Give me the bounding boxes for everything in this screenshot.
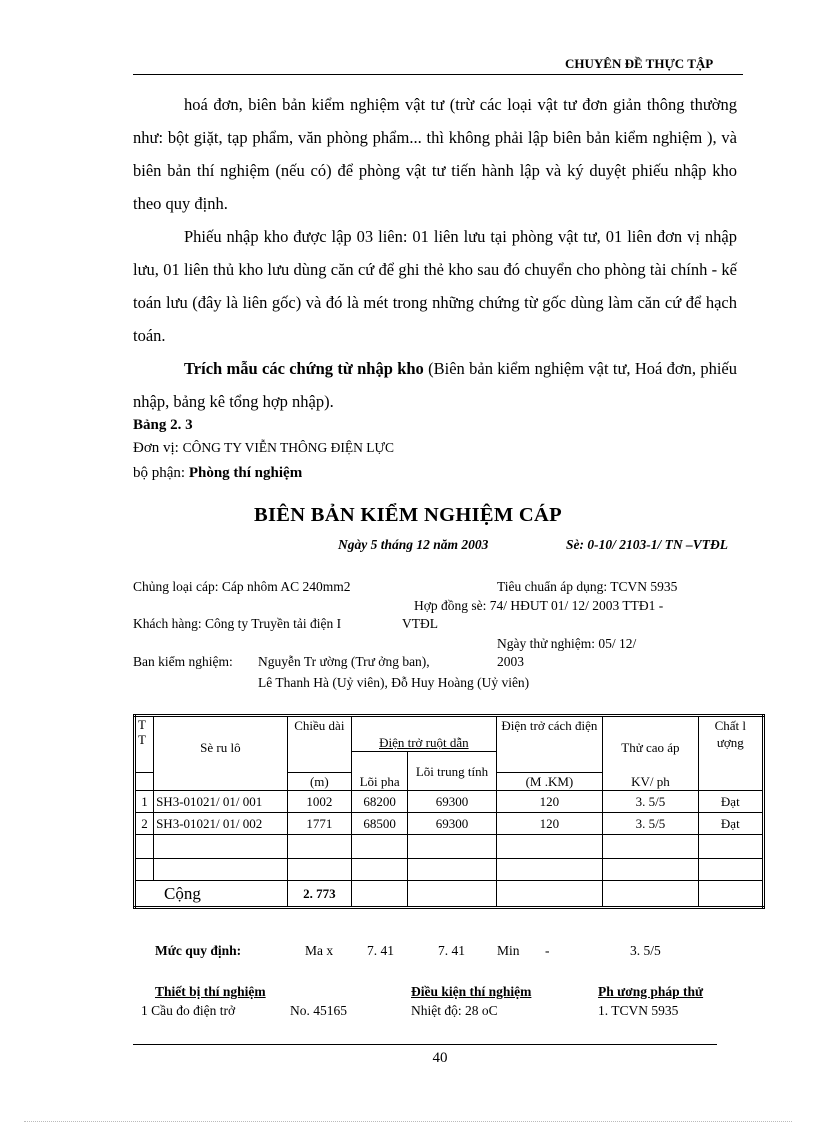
total-row xyxy=(135,881,764,908)
cable-type: Chủng loại cáp: Cáp nhôm AC 240mm2 xyxy=(133,579,351,594)
section-header: CHUYÊN ĐỀ THỰC TẬP xyxy=(565,56,714,71)
equipment-item: 1 Cầu đo điện trở xyxy=(141,1003,236,1018)
header-rule xyxy=(133,74,743,75)
header-resistance xyxy=(352,716,497,752)
paragraph-2 xyxy=(133,220,737,352)
paragraph-1 xyxy=(133,88,737,220)
regulation-max-phase: 7. 41 xyxy=(367,943,394,958)
cable-test-table xyxy=(133,714,765,909)
dept-label: bộ phận: xyxy=(133,465,186,481)
row-2-insulation: 120 xyxy=(496,813,603,835)
header-length: Chiều dài xyxy=(287,716,351,773)
customer: Khách hàng: Công ty Truyền tải điện I xyxy=(133,616,342,631)
header-hv-unit: KV/ ph xyxy=(631,774,670,789)
paragraph-3-bold: Trích mẫu các chứng từ nhập kho xyxy=(184,359,424,378)
row-2-length: 1771 xyxy=(287,813,351,835)
regulation-min-value: - xyxy=(545,943,550,958)
header-insulation: Điện trở cách điện xyxy=(496,716,603,773)
table-row-empty xyxy=(135,835,764,859)
header-phase: Lõi pha xyxy=(352,752,408,791)
paragraph-1-text: hoá đơn, biên bản kiểm nghiệm vật tư (trừ các loại vật tư đơn giản thông thường như: bột giặt, tạp phẩm, văn phòng phẩm... thì không phải lập biên bản kiểm nghiệm ), và biên bản thí nghiệm (nếu có) để phòng vật tư tiến hành lập và ký duyệt phiếu nhập kho theo quy định. xyxy=(133,95,737,213)
row-1-length: 1002 xyxy=(287,791,351,813)
document-date: Ngày 5 tháng 12 năm 2003 xyxy=(338,537,489,552)
total-value: 2. 773 xyxy=(287,881,351,908)
table-row-empty xyxy=(135,859,764,881)
committee-label: Ban kiểm nghiệm: xyxy=(133,654,233,669)
row-1-tt: 1 xyxy=(135,791,154,813)
row-2-tt: 2 xyxy=(135,813,154,835)
row-2-quality: Đạt xyxy=(698,813,763,835)
unit-label: Đơn vị: xyxy=(133,440,179,456)
document-number: Sè: 0-10/ 2103-1/ TN –VTĐL xyxy=(566,537,728,552)
paragraph-2-text: Phiếu nhập kho được lập 03 liên: 01 liên lưu tại phòng vật tư, 01 liên đơn vị nhập lưu, 01 liên thủ kho lưu dùng căn cứ để ghi thẻ kho sau đó chuyển cho phòng tài chính - kế toán lưu (đây là liên gốc) và đó là mét trong những chứng từ gốc dùng làm căn cứ để hạch toán. xyxy=(133,227,737,345)
test-year: 2003 xyxy=(497,654,524,669)
header-length-unit: (m) xyxy=(287,773,351,791)
equipment-no: No. 45165 xyxy=(290,1003,347,1018)
method-item: 1. TCVN 5935 xyxy=(598,1003,679,1018)
standard: Tiêu chuẩn áp dụng: TCVN 5935 xyxy=(497,579,678,594)
row-1-insulation: 120 xyxy=(496,791,603,813)
equipment-heading: Thiết bị thí nghiệm xyxy=(155,984,266,999)
committee-1: Nguyễn Tr ường (Trư ởng ban), xyxy=(258,654,430,669)
page-edge-dotted xyxy=(24,1121,792,1122)
header-neutral: Lõi trung tính xyxy=(408,752,496,791)
document-title: BIÊN BẢN KIỂM NGHIỆM CÁP xyxy=(254,504,562,526)
row-1-quality: Đạt xyxy=(698,791,763,813)
dept-line xyxy=(133,465,302,482)
test-date: Ngày thử nghiệm: 05/ 12/ xyxy=(497,636,637,651)
row-2-phase: 68500 xyxy=(352,813,408,835)
method-heading: Ph ương pháp thử xyxy=(598,984,704,999)
header-insulation-unit: (M .KM) xyxy=(496,773,603,791)
table-row xyxy=(135,813,764,835)
footer-rule xyxy=(133,1044,717,1045)
total-label: Cộng xyxy=(135,881,288,908)
regulation-max-neutral: 7. 41 xyxy=(438,943,465,958)
row-2-hv: 3. 5/5 xyxy=(603,813,698,835)
row-2-lot: SH3-01021/ 01/ 002 xyxy=(154,813,288,835)
condition-item: Nhiệt độ: 28 oC xyxy=(411,1003,498,1018)
header-quality: Chất l ượng xyxy=(698,716,763,791)
table-number: Bảng 2. 3 xyxy=(133,417,193,433)
dept-value: Phòng thí nghiệm xyxy=(188,465,303,481)
contract: Hợp đồng sè: 74/ HĐUT 01/ 12/ 2003 TTĐ1 - xyxy=(414,598,664,613)
page-number: 40 xyxy=(432,1050,448,1066)
table-row xyxy=(135,791,764,813)
row-1-lot: SH3-01021/ 01/ 001 xyxy=(154,791,288,813)
row-1-phase: 68200 xyxy=(352,791,408,813)
regulation-label: Mức quy định: xyxy=(155,943,242,958)
paragraph-3 xyxy=(133,352,737,418)
unit-value: CÔNG TY VIỄN THÔNG ĐIỆN LỰC xyxy=(182,440,394,455)
customer-suffix: VTĐL xyxy=(402,616,438,631)
header-resistance-text: Điện trở ruột dẫn xyxy=(379,735,469,750)
header-hv xyxy=(603,716,698,791)
regulation-max-label: Ma x xyxy=(305,943,334,958)
regulation-min-label: Min xyxy=(497,943,520,958)
conditions-heading: Điều kiện thí nghiệm xyxy=(411,984,532,999)
header-tt: T T xyxy=(135,716,154,773)
paragraph-3-text: (Biên bản kiểm nghiệm vật tư, Hoá đơn, phiếu nhập, bảng kê tổng hợp nhập). xyxy=(133,359,737,411)
row-1-neutral: 69300 xyxy=(408,791,496,813)
unit-line xyxy=(133,440,394,457)
regulation-hv: 3. 5/5 xyxy=(630,943,661,958)
committee-2: Lê Thanh Hà (Uỷ viên), Đỗ Huy Hoàng (Uỷ viên) xyxy=(258,675,530,690)
header-hv-text: Thử cao áp xyxy=(621,740,680,755)
row-1-hv: 3. 5/5 xyxy=(603,791,698,813)
row-2-neutral: 69300 xyxy=(408,813,496,835)
header-lot: Sè ru lô xyxy=(154,716,288,791)
header-row-1 xyxy=(135,716,764,752)
